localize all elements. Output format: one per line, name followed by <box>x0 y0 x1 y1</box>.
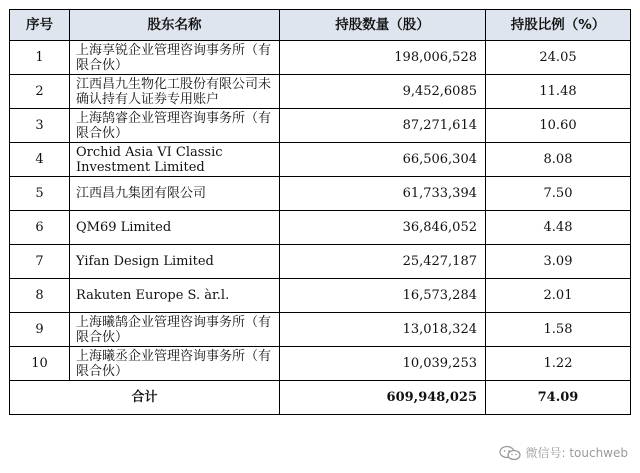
row-no: 3 <box>10 109 70 143</box>
row-no: 6 <box>10 211 70 245</box>
row-ratio: 1.22 <box>486 347 631 381</box>
row-name: Orchid Asia VI Classic Investment Limited <box>70 143 280 177</box>
row-ratio: 4.48 <box>486 211 631 245</box>
header-row <box>10 10 631 41</box>
row-shares: 25,427,187 <box>280 245 486 279</box>
row-name: 江西昌九生物化工股份有限公司未确认持有人证券专用账户 <box>70 75 280 109</box>
row-ratio: 11.48 <box>486 75 631 109</box>
row-shares: 13,018,324 <box>280 313 486 347</box>
total-shares: 609,948,025 <box>280 381 486 415</box>
table-row <box>10 347 631 381</box>
table-row <box>10 211 631 245</box>
row-no: 9 <box>10 313 70 347</box>
row-no: 10 <box>10 347 70 381</box>
row-shares: 87,271,614 <box>280 109 486 143</box>
row-shares: 36,846,052 <box>280 211 486 245</box>
table-row <box>10 177 631 211</box>
header-name: 股东名称 <box>70 10 280 41</box>
row-no: 7 <box>10 245 70 279</box>
row-no: 2 <box>10 75 70 109</box>
total-row <box>10 381 631 415</box>
row-no: 5 <box>10 177 70 211</box>
table-row <box>10 75 631 109</box>
row-name: 上海曦丞企业管理咨询事务所（有限合伙） <box>70 347 280 381</box>
watermark-text: 微信号: touchweb <box>525 446 628 460</box>
row-name: QM69 Limited <box>70 211 280 245</box>
row-name: Rakuten Europe S. àr.l. <box>70 279 280 313</box>
row-shares: 9,452,6085 <box>280 75 486 109</box>
wechat-icon <box>499 445 521 461</box>
row-name: 江西昌九集团有限公司 <box>70 177 280 211</box>
row-no: 4 <box>10 143 70 177</box>
table-row <box>10 245 631 279</box>
header-no: 序号 <box>10 10 70 41</box>
shareholder-table <box>9 9 631 415</box>
row-shares: 16,573,284 <box>280 279 486 313</box>
row-ratio: 1.58 <box>486 313 631 347</box>
row-shares: 66,506,304 <box>280 143 486 177</box>
row-ratio: 7.50 <box>486 177 631 211</box>
row-name: 上海鹄睿企业管理咨询事务所（有限合伙） <box>70 109 280 143</box>
row-name: Yifan Design Limited <box>70 245 280 279</box>
total-ratio: 74.09 <box>486 381 631 415</box>
table-row <box>10 143 631 177</box>
row-shares: 61,733,394 <box>280 177 486 211</box>
watermark <box>499 444 628 461</box>
row-name: 上海曦鹄企业管理咨询事务所（有限合伙） <box>70 313 280 347</box>
row-shares: 10,039,253 <box>280 347 486 381</box>
row-ratio: 2.01 <box>486 279 631 313</box>
table-row <box>10 279 631 313</box>
row-name: 上海享锐企业管理咨询事务所（有限合伙） <box>70 41 280 75</box>
row-no: 1 <box>10 41 70 75</box>
total-label: 合计 <box>10 381 280 415</box>
row-no: 8 <box>10 279 70 313</box>
header-shares: 持股数量（股） <box>280 10 486 41</box>
header-ratio: 持股比例（%） <box>486 10 631 41</box>
row-ratio: 10.60 <box>486 109 631 143</box>
table-row <box>10 313 631 347</box>
table-row <box>10 41 631 75</box>
row-shares: 198,006,528 <box>280 41 486 75</box>
row-ratio: 24.05 <box>486 41 631 75</box>
row-ratio: 3.09 <box>486 245 631 279</box>
table-row <box>10 109 631 143</box>
row-ratio: 8.08 <box>486 143 631 177</box>
